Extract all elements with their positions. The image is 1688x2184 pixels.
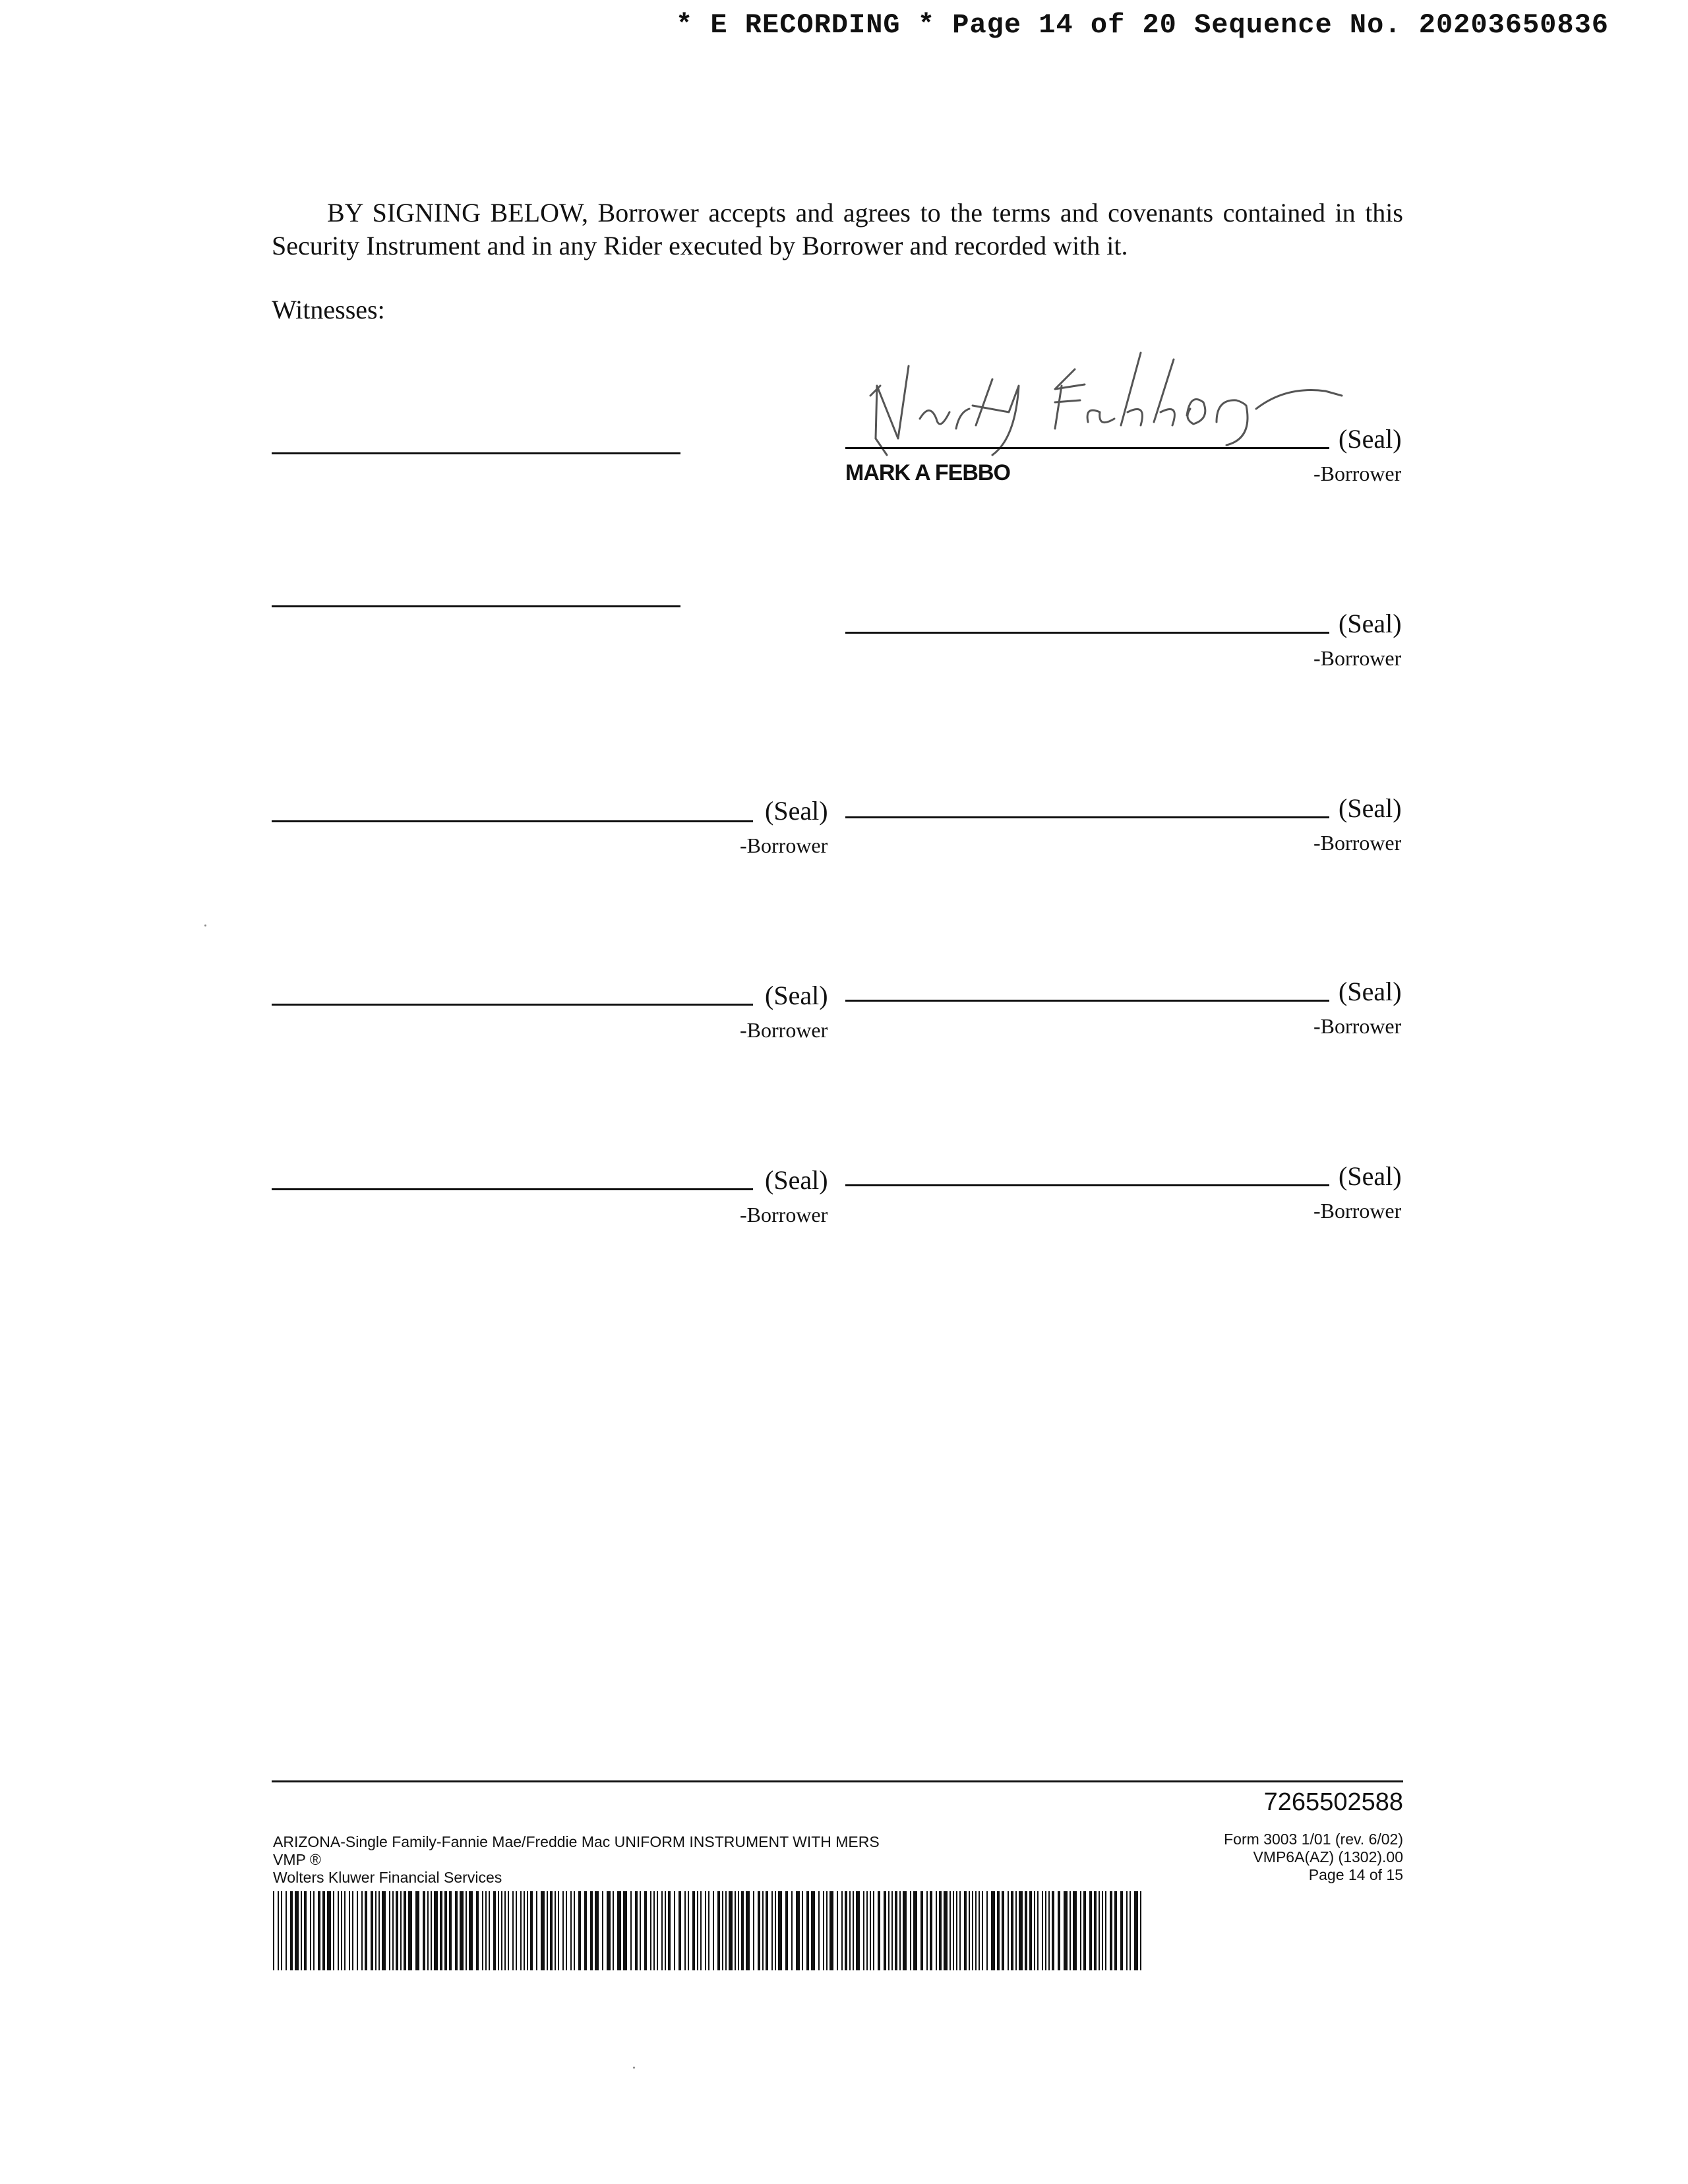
barcode-bar [449,1891,452,1970]
barcode-bar [635,1891,638,1970]
barcode-bar [396,1891,398,1970]
barcode-bar [389,1891,390,1970]
barcode-bar [884,1891,886,1970]
barcode-bar [338,1891,339,1970]
barcode-bar [866,1891,868,1970]
borrower-label: -Borrower [1313,646,1402,670]
barcode-bar [349,1891,350,1970]
barcode-bar [493,1891,496,1970]
barcode-bar [997,1891,1000,1970]
barcode-bar [333,1891,334,1970]
barcode-bar [1008,1891,1009,1970]
seal-label: (Seal) [1339,977,1402,1006]
barcode-bar [939,1891,942,1970]
barcode-bar [1110,1891,1112,1970]
signing-paragraph: BY SIGNING BELOW, Borrower accepts and agrees to the terms and covenants contained in this Security Instrument and in any Rider executed by Borrower and recorded with it. [272,198,1403,260]
barcode-bar [1002,1891,1004,1970]
barcode-bar [361,1891,363,1970]
page-indicator: Page 14 of 15 [1308,1866,1403,1883]
seal-label: (Seal) [1339,424,1402,454]
barcode-bar [536,1891,537,1970]
barcode-bar [1120,1891,1123,1970]
barcode-bar [741,1891,744,1970]
borrower-signature-line-2[interactable] [845,632,1329,634]
seal-label: (Seal) [1339,793,1402,823]
barcode-bar [1094,1891,1097,1970]
barcode-bar [378,1891,380,1970]
barcode-bar [327,1891,331,1970]
barcode-bar [870,1891,871,1970]
scan-speck [204,925,206,926]
borrower-signature-line-8[interactable] [845,1184,1329,1186]
barcode-bar [1134,1891,1138,1970]
barcode-bar [1130,1891,1131,1970]
barcode-bar [729,1891,733,1970]
barcode-bar [823,1891,824,1970]
footer-right [1224,1831,1403,1884]
barcode-bar [1019,1891,1023,1970]
barcode-bar [692,1891,695,1970]
barcode-bar [926,1891,928,1970]
barcode-bar [434,1891,438,1970]
barcode-bar [668,1891,671,1970]
barcode-bar [590,1891,593,1970]
barcode-bar [295,1891,299,1970]
barcode-bar [991,1891,995,1970]
barcode-bar [811,1891,815,1970]
barcode-bar [956,1891,957,1970]
barcode-bar [460,1891,464,1970]
barcode-bar [705,1891,706,1970]
borrower-signature-line-7[interactable] [272,1188,753,1190]
barcode-bar [969,1891,970,1970]
barcode-bar [404,1891,406,1970]
barcode-bar [301,1891,302,1970]
barcode-bar [1099,1891,1100,1970]
barcode-bar [1034,1891,1035,1970]
barcode-bar [352,1891,353,1970]
barcode-bar [826,1891,828,1970]
barcode-bar [1029,1891,1032,1970]
barcode-bar [758,1891,760,1970]
footer-left [273,1833,880,1887]
barcode-bar [613,1891,614,1970]
barcode-bar [837,1891,838,1970]
barcode-bar [849,1891,851,1970]
barcode-bar [1126,1891,1128,1970]
barcode-bar [802,1891,803,1970]
barcode-bar [725,1891,727,1970]
barcode-bar [1011,1891,1013,1970]
barcode-bar [920,1891,923,1970]
barcode-bar [708,1891,709,1970]
barcode-bar [891,1891,893,1970]
barcode-bar [766,1891,768,1970]
barcode-bar [501,1891,502,1970]
barcode-bar [322,1891,325,1970]
barcode-bar [281,1891,282,1970]
barcode-bar [674,1891,675,1970]
barcode-bar [469,1891,473,1970]
barcode-bar [791,1891,793,1970]
barcode-bar [570,1891,572,1970]
barcode-bar [950,1891,951,1970]
barcode-bar [476,1891,479,1970]
barcode-bar [508,1891,509,1970]
barcode-bar [953,1891,954,1970]
barcode-bar [841,1891,843,1970]
barcode-bar [504,1891,506,1970]
barcode-bar [574,1891,575,1970]
barcode-bar [541,1891,545,1970]
barcode-bar [1140,1891,1141,1970]
barcode-bar [688,1891,689,1970]
barcode-bar [278,1891,279,1970]
seal-label: (Seal) [1339,609,1402,638]
barcode-bar [762,1891,764,1970]
barcode-bar [431,1891,432,1970]
witness-line-1[interactable] [272,452,680,454]
barcode-bar [1058,1891,1060,1970]
barcode-bar [986,1891,988,1970]
barcode-bar [375,1891,377,1970]
barcode-bar [1114,1891,1117,1970]
barcode-bar [853,1891,854,1970]
barcode-bar [455,1891,458,1970]
barcode-bar [753,1891,754,1970]
barcode-bar [547,1891,548,1970]
barcode-bar [910,1891,911,1970]
barcode-bar [650,1891,651,1970]
barcode-bar [550,1891,553,1970]
barcode-bar [888,1891,889,1970]
borrower-label: -Borrower [1313,831,1402,855]
form-title: ARIZONA-Single Family-Fannie Mae/Freddie Mac UNIFORM INSTRUMENT WITH MERS [273,1833,880,1850]
barcode-bar [1102,1891,1103,1970]
barcode-bar [806,1891,809,1970]
seal-label: (Seal) [765,981,828,1010]
barcode-bar [979,1891,980,1970]
barcode-bar [286,1891,287,1970]
barcode-bar [1064,1891,1068,1970]
form-number: Form 3003 1/01 (rev. 6/02) [1224,1831,1403,1848]
barcode-bar [775,1891,776,1970]
barcode-bar [290,1891,293,1970]
barcode-bar [578,1891,581,1970]
barcode-bar [713,1891,714,1970]
barcode-bar [903,1891,907,1970]
barcode-bar [930,1891,932,1970]
barcode-bar [558,1891,559,1970]
barcode-bar [785,1891,788,1970]
borrower-signature-line-3[interactable] [272,820,753,822]
barcode-bar [972,1891,973,1970]
borrower-label: -Borrower [1313,1014,1402,1038]
barcode-bar [982,1891,983,1970]
barcode-bar [856,1891,860,1970]
barcode-bar [520,1891,522,1970]
barcode [273,1891,1147,1970]
barcode-bar [684,1891,686,1970]
barcode-bar [1048,1891,1050,1970]
barcode-bar [566,1891,567,1970]
barcode-bar [344,1891,346,1970]
barcode-bar [400,1891,402,1970]
barcode-bar [936,1891,937,1970]
barcode-bar [516,1891,517,1970]
barcode-bar [357,1891,358,1970]
footer-rule [272,1780,1403,1782]
barcode-bar [796,1891,800,1970]
barcode-bar [959,1891,961,1970]
barcode-bar [562,1891,564,1970]
barcode-bar [1089,1891,1092,1970]
barcode-bar [964,1891,967,1970]
barcode-bar [778,1891,782,1970]
barcode-bar [735,1891,736,1970]
borrower-signature-line-1[interactable] [845,447,1329,449]
barcode-bar [512,1891,514,1970]
barcode-bar [489,1891,490,1970]
barcode-bar [913,1891,917,1970]
form-code: VMP6A(AZ) (1302).00 [1253,1848,1403,1866]
barcode-bar [1083,1891,1086,1970]
barcode-bar [1052,1891,1054,1970]
barcode-bar [653,1891,655,1970]
barcode-bar [722,1891,723,1970]
barcode-bar [665,1891,666,1970]
barcode-bar [408,1891,412,1970]
barcode-bar [1045,1891,1046,1970]
barcode-bar [829,1891,833,1970]
barcode-bar [602,1891,603,1970]
barcode-bar [700,1891,702,1970]
barcode-bar [697,1891,698,1970]
barcode-bar [498,1891,499,1970]
scan-speck [633,2067,635,2069]
barcode-bar [365,1891,367,1970]
barcode-bar [341,1891,342,1970]
barcode-bar [644,1891,647,1970]
barcode-bar [415,1891,419,1970]
barcode-bar [623,1891,627,1970]
handwritten-signature [857,340,1358,458]
barcode-bar [318,1891,320,1970]
vmp-mark: VMP ® [273,1851,321,1868]
barcode-bar [310,1891,311,1970]
barcode-bar [678,1891,681,1970]
barcode-bar [527,1891,528,1970]
barcode-bar [657,1891,658,1970]
borrower-signature-line-4[interactable] [845,816,1329,818]
barcode-bar [273,1891,274,1970]
barcode-bar [640,1891,641,1970]
borrower-label: -Borrower [1313,1199,1402,1223]
barcode-bar [717,1891,720,1970]
barcode-bar [617,1891,621,1970]
barcode-bar [444,1891,447,1970]
barcode-bar [1037,1891,1039,1970]
barcode-bar [899,1891,901,1970]
barcode-bar [371,1891,373,1970]
borrower-label: -Borrower [740,834,828,857]
loan-number: 7265502588 [1263,1788,1403,1816]
witness-line-2[interactable] [272,605,680,607]
barcode-bar [524,1891,525,1970]
publisher: Wolters Kluwer Financial Services [273,1869,502,1886]
barcode-bar [630,1891,632,1970]
barcode-bar [466,1891,467,1970]
barcode-bar [1073,1891,1077,1970]
barcode-bar [1042,1891,1043,1970]
barcode-bar [818,1891,820,1970]
recording-stamp: * E RECORDING * Page 14 of 20 Sequence No. 20203650836 [675,9,1609,41]
barcode-bar [530,1891,533,1970]
barcode-bar [382,1891,386,1970]
borrower-label: -Borrower [740,1203,828,1227]
barcode-bar [863,1891,864,1970]
barcode-bar [423,1891,425,1970]
seal-label: (Seal) [765,1165,828,1195]
seal-label: (Seal) [765,796,828,826]
borrower-signature-line-6[interactable] [845,1000,1329,1002]
witnesses-label: Witnesses: [272,295,385,324]
barcode-bar [878,1891,880,1970]
barcode-bar [873,1891,874,1970]
borrower-label: -Borrower [1313,462,1402,485]
barcode-bar [1070,1891,1071,1970]
barcode-bar [771,1891,773,1970]
barcode-bar [746,1891,750,1970]
barcode-bar [944,1891,948,1970]
barcode-bar [1025,1891,1027,1970]
barcode-bar [304,1891,307,1970]
borrower-signature-line-5[interactable] [272,1004,753,1006]
barcode-bar [975,1891,977,1970]
barcode-bar [607,1891,611,1970]
borrower-name: MARK A FEBBO [845,460,1010,485]
barcode-bar [584,1891,587,1970]
barcode-bar [661,1891,663,1970]
barcode-bar [738,1891,739,1970]
barcode-bar [595,1891,599,1970]
seal-label: (Seal) [1339,1161,1402,1191]
barcode-bar [1080,1891,1081,1970]
barcode-bar [555,1891,556,1970]
barcode-bar [1015,1891,1017,1970]
barcode-bar [440,1891,442,1970]
barcode-bar [485,1891,487,1970]
borrower-label: -Borrower [740,1018,828,1042]
barcode-bar [392,1891,394,1970]
barcode-bar [482,1891,483,1970]
barcode-bar [427,1891,429,1970]
barcode-bar [845,1891,847,1970]
barcode-bar [313,1891,315,1970]
barcode-bar [895,1891,897,1970]
barcode-bar [1105,1891,1106,1970]
